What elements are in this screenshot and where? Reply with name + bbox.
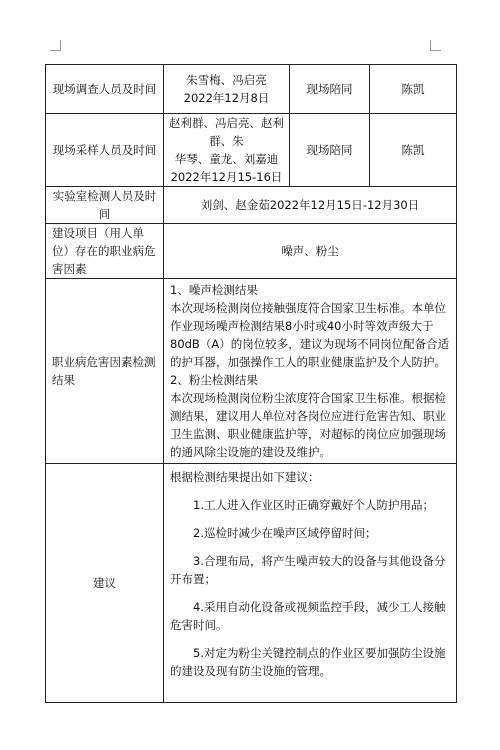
crop-mark-top-right: [430, 40, 441, 51]
survey-date: 2022年12月8日: [183, 91, 270, 105]
suggestion-item: 3.合理布局，将产生噪声较大的设备与其他设备分开布置；: [170, 554, 446, 586]
sampling-accompany-label: 现场陪同: [290, 114, 370, 187]
sampling-accompany: 陈凯: [370, 114, 457, 187]
hazards-label: 建设项目（用人单位）存在的职业病危害因素: [46, 224, 164, 279]
noise-result-title: 1、噪声检测结果: [170, 283, 258, 297]
inspection-report-table: [45, 64, 457, 703]
results-content: [164, 279, 457, 464]
crop-mark-top-left: [50, 40, 61, 51]
suggestions-intro: 根据检测结果提出如下建议：: [170, 470, 320, 484]
sampling-label: 现场采样人员及时间: [46, 114, 164, 187]
sampling-people-line2: 华琴、童龙、刘嘉迪: [174, 152, 279, 166]
lab-value: 刘剑、赵金茹2022年12月15日-12月30日: [164, 187, 457, 224]
survey-label: 现场调查人员及时间: [46, 65, 164, 114]
suggestions-content: [164, 464, 457, 703]
hazards-value: 噪声、粉尘: [164, 224, 457, 279]
survey-accompany: 陈凯: [370, 65, 457, 114]
row-survey: [46, 65, 457, 114]
sampling-date: 2022年12月15-16日: [170, 170, 283, 184]
suggestion-item: 1.工人进入作业区时正确穿戴好个人防护用品；: [193, 498, 434, 512]
results-label: 职业病危害因素检测结果: [46, 279, 164, 464]
survey-people-cell: [164, 65, 290, 114]
suggestions-label: 建议: [46, 464, 164, 703]
row-suggestions: [46, 464, 457, 703]
lab-label: 实验室检测人员及时间: [46, 187, 164, 224]
row-lab: [46, 187, 457, 224]
dust-result-text: 本次现场检测岗位粉尘浓度符合国家卫生标准。根据检测结果，建议用人单位对各岗位应进行危害告知、职业卫生监测、职业健康监护等，对超标的岗位应加强现场的通风除尘设施的建设及维护。: [170, 391, 446, 459]
row-hazards: [46, 224, 457, 279]
suggestion-item: 2.巡检时减少在噪声区域停留时间；: [193, 526, 377, 540]
row-results: [46, 279, 457, 464]
dust-result-title: 2、粉尘检测结果: [170, 373, 258, 387]
survey-accompany-label: 现场陪同: [290, 65, 370, 114]
suggestion-item: 4.采用自动化设备或视频监控手段，减少工人接触危害时间。: [170, 600, 446, 632]
suggestion-item: 5.对定为粉尘关键控制点的作业区要加强防尘设施的建设及现有防尘设施的管理。: [170, 646, 446, 678]
noise-result-text: 本次现场检测岗位接触强度符合国家卫生标准。本单位作业现场噪声检测结果8小时或40小时等效声级大于80dB（A）的岗位较多，建议为现场不同岗位配备合适的护耳器，加强操作工人的职业健康监护及个人防护。: [170, 301, 450, 369]
sampling-people-line1: 赵利群、冯启亮、赵利群、朱: [169, 116, 284, 148]
survey-people: 朱雪梅、冯启亮: [186, 73, 267, 87]
row-sampling: [46, 114, 457, 187]
sampling-people-cell: [164, 114, 290, 187]
